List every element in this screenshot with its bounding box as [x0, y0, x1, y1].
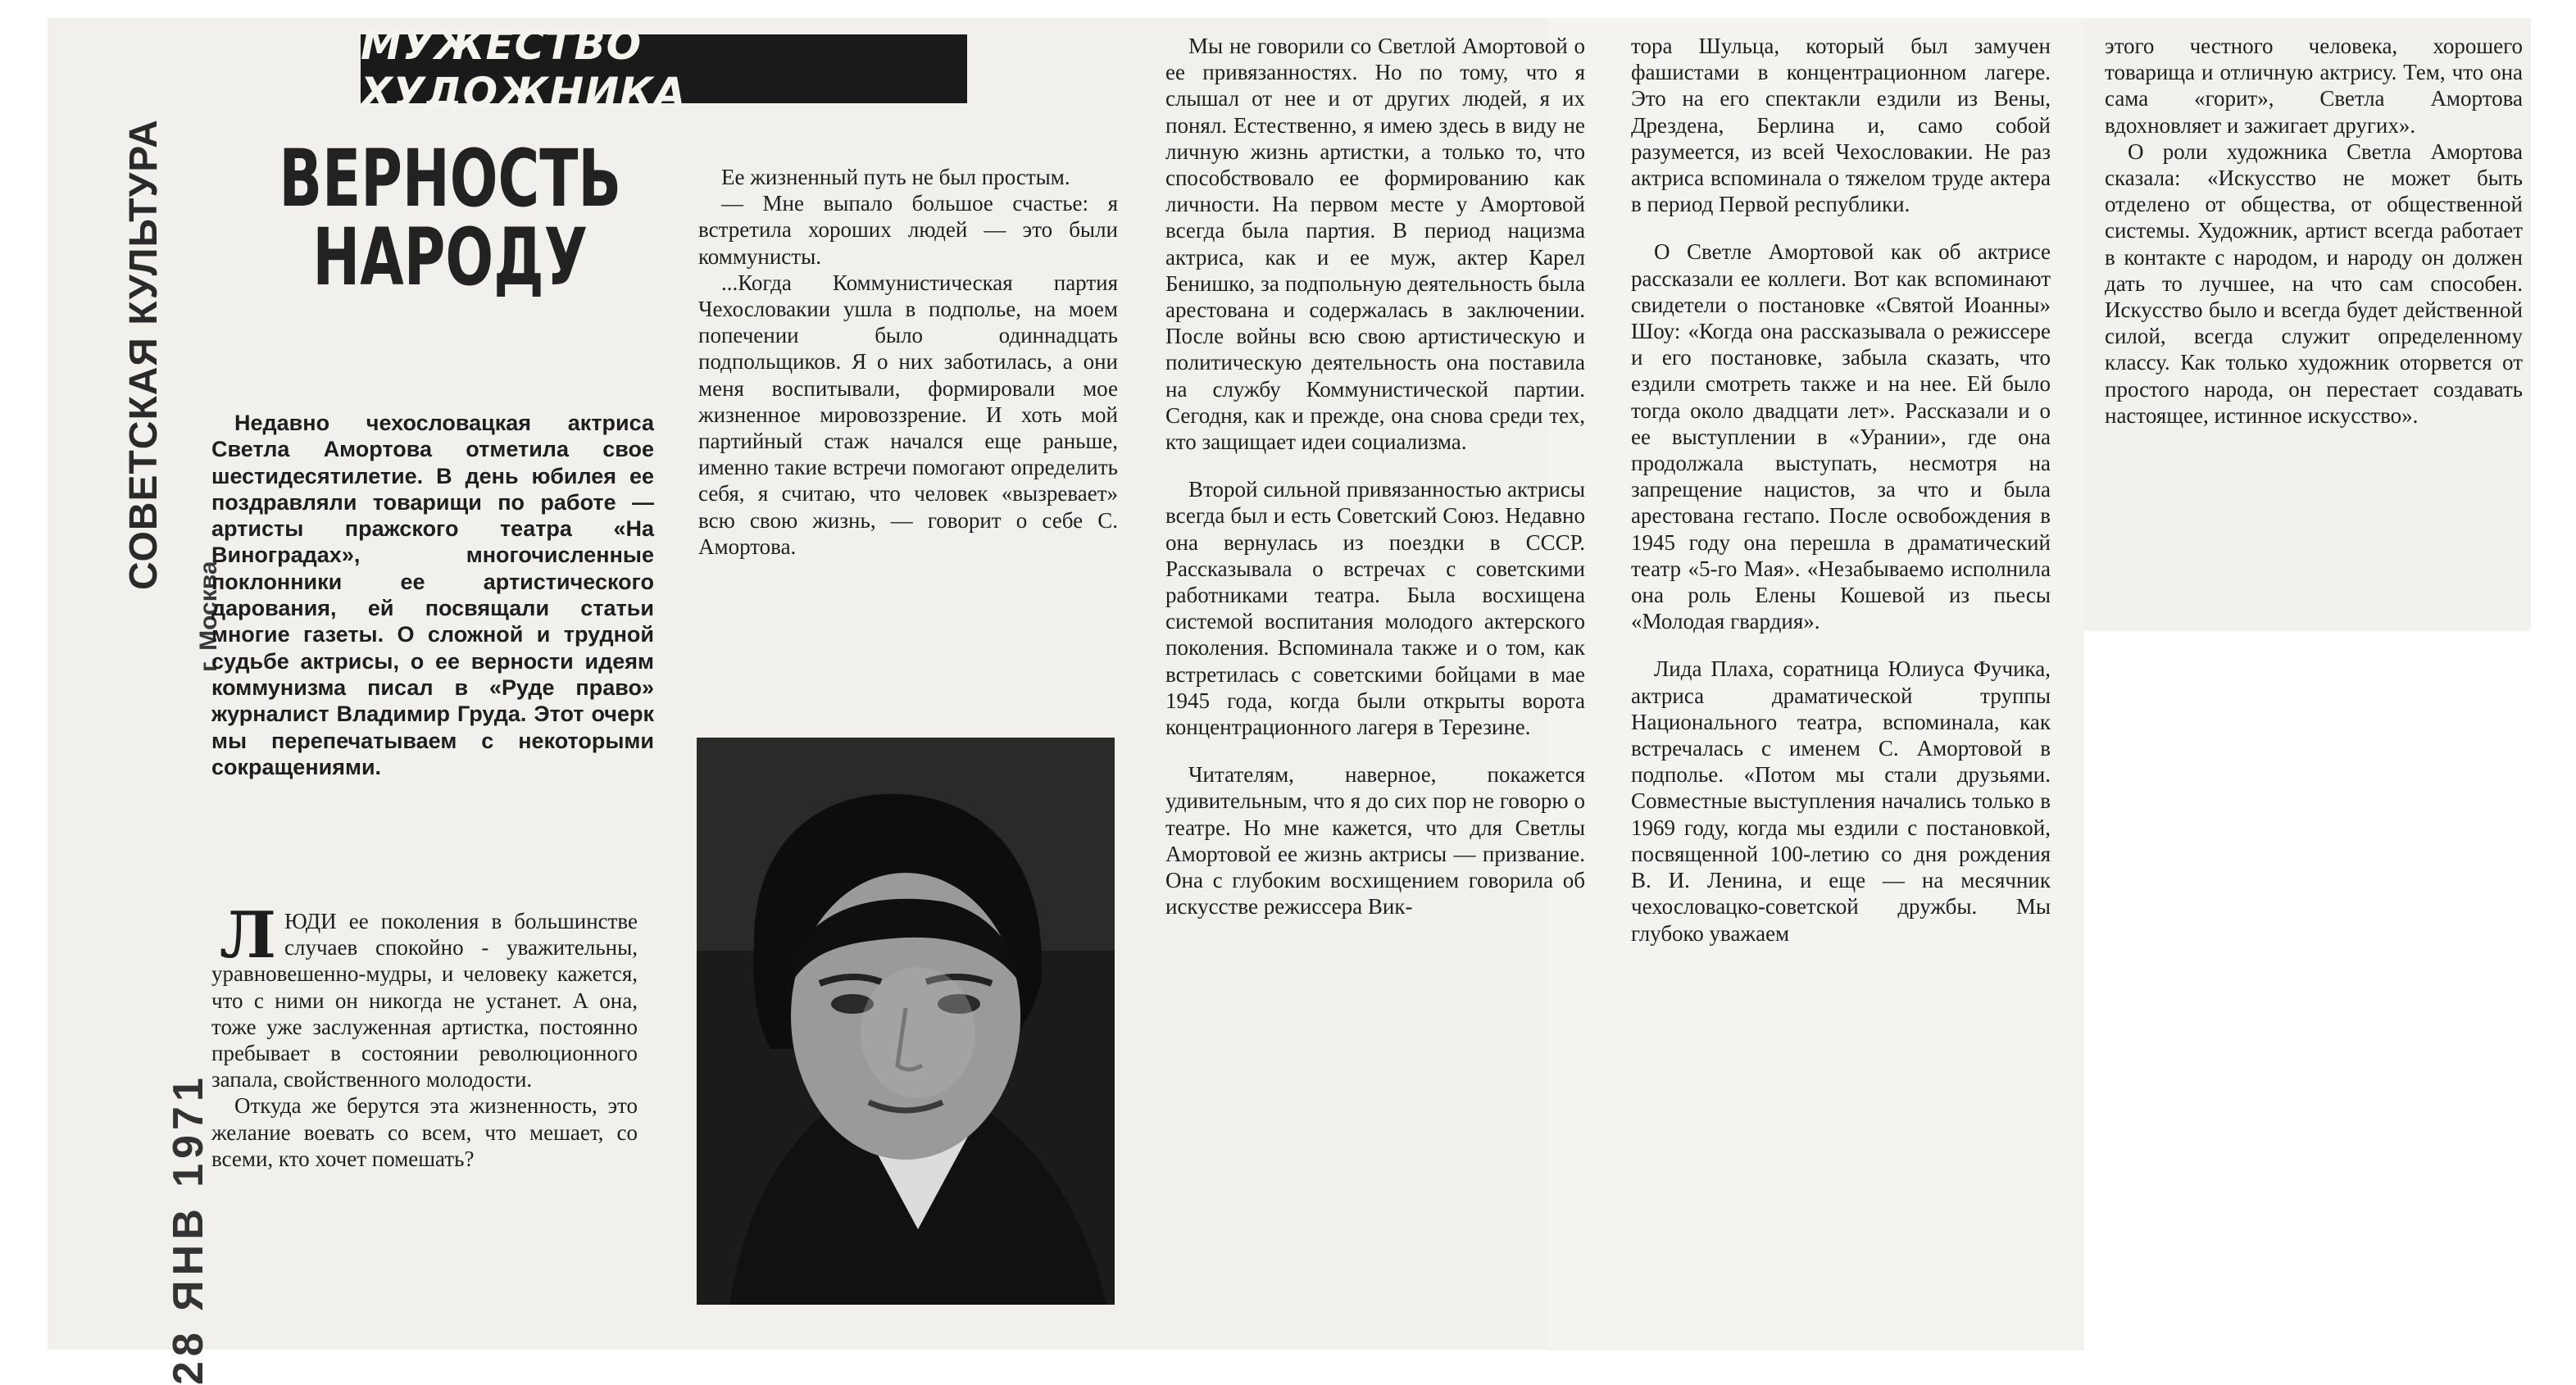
- column-2: [698, 164, 1118, 560]
- rubric-title: МУЖЕСТВО ХУДОЖНИКА: [361, 21, 687, 116]
- rubric-banner: [361, 21, 967, 116]
- column-4-para-3: Лида Плаха, соратница Юлиуса Фучика, актриса драматической труппы Национального театра, вспоминала, как встречалась с именем С. Амортовой в подполье. «Потом мы стали друзьями. Совместные выступления начались только в 1969 году, когда мы ездили с постановкой, посвященной 100-летию со дня рождения В. И. Ленина, и еще — на месячник чехословацко-советской дружбы. Мы глубоко уважаем: [1631, 656, 2051, 946]
- column-3-para-1: Мы не говорили со Светлой Амортовой о ее привязанностях. Но по тому, что я слышал от нее и от других людей, я их понял. Естественно, я имею здесь в виду не личную жизнь артистки, а только то, что способствовало ее формированию как личности. На первом месте у Амортовой всегда была партия. В период нацизма актриса, как и ее муж, актер Карел Бенишко, за подпольную деятельность была арестована и содержалась в заключении. После войны всю свою артистическую и политическую деятельность она поставила на службу Коммунистической партии. Сегодня, как и прежде, она снова среди тех, кто защищает идеи социализма.: [1165, 34, 1585, 455]
- actress-portrait-photo: [697, 738, 1115, 1305]
- column-4-para-1: тора Шульца, который был замучен фашистами в концентрационном лагере. Это на его спектакли ездили из Вены, Дрездена, Берлина и, само собой разумеется, из всей Чехословакии. Не раз актриса вспоминала о тяжелом труде актера в период Первой республики.: [1631, 34, 2051, 217]
- column-4: [1631, 33, 2051, 947]
- column-1-para-1: [211, 898, 638, 1092]
- lead-paragraph: Недавно чехословацкая актриса Светла Амортова отметила свое шестидесятилетие. В день юбилея ее поздравляли товарищи по работе — артисты пражского театра «На Виноградах», многочисленные поклонники ее артистического дарования, ей посвящали статьи многие газеты. О сложной и трудной судьбе актрисы, о ее верности идеям коммунизма писал в «Руде право» журналист Владимир Груда. Этот очерк мы перепечатываем с некоторыми сокращениями.: [211, 411, 654, 779]
- drop-cap: Л: [220, 898, 276, 973]
- headline-line-2: НАРОДУ: [312, 211, 588, 303]
- column-5: [2105, 33, 2523, 429]
- newspaper-name: СОВЕТСКАЯ КУЛЬТУРА: [122, 119, 166, 590]
- column-1: [211, 898, 638, 1172]
- column-1-para-2: Откуда же берутся эта жизненность, это желание воевать со всем, что мешает, со всеми, кто хочет помешать?: [211, 1093, 638, 1171]
- column-4-para-2: О Светле Амортовой как об актрисе рассказали ее коллеги. Вот как вспоминают свидетели о постановке «Святой Иоанны» Шоу: «Когда она рассказывала о режиссере и его постановке, забыла сказать, что ездили смотреть также и на нее. Ей было тогда около двадцати лет». Рассказали и о ее выступлении в «Урании», где она продолжала выступать, несмотря на запрещение нацистов, за что и была арестована гестапо. После освобождения в 1945 году она перешла в драматический театр «5-го Мая». «Незабываемо исполнила она роль Елены Кошевой из пьесы «Молодая гвардия».: [1631, 239, 2051, 634]
- newspaper-city: г. Москва: [195, 561, 222, 672]
- column-5-para-2: О роли художника Светла Амортова сказала: «Искусство не может быть отделено от общества, от общественной системы. Художник, артист всегда работает в контакте с народом, и народу он должен дать то лучшее, на что сам способен. Искусство было и всегда будет действенной силой, всегда служит определенному классу. Как только художник оторвется от простого народа, он перестает создавать настоящее, истинное искусство».: [2105, 138, 2523, 428]
- column-3: [1165, 33, 1585, 920]
- archive-stamp: [82, 119, 222, 1385]
- headline: [238, 133, 622, 303]
- column-2-para-3: ...Когда Коммунистическая партия Чехословакии ушла в подполье, на моем попечении было одиннадцать подпольщиков. Я о них заботилась, а они меня воспитывали, формировали мое жизненное мировоззрение. И хоть мой партийный стаж начался еще раньше, именно такие встречи помогают определить себя, я считаю, что человек «вызревает» всю свою жизнь, — говорит о себе С. Амортова.: [698, 270, 1118, 559]
- column-2-para-1: Ее жизненный путь не был простым.: [721, 165, 1070, 189]
- date-stamp: 28 ЯНВ 1971: [165, 1073, 212, 1385]
- column-3-para-3: Читателям, наверное, покажется удивительным, что я до сих пор не говорю о театре. Но мне кажется, что для Светлы Амортовой ее жизнь актрисы — призвание. Она с глубоким восхищением говорила об искусстве режиссера Вик-: [1165, 762, 1585, 920]
- headline-line-1: ВЕРНОСТЬ: [279, 133, 622, 225]
- column-3-para-2: Второй сильной привязанностью актрисы всегда был и есть Советский Союз. Недавно она вернулась из поездки в СССР. Рассказывала о встречах с советскими работниками театра. Была восхищена системой воспитания молодого актерского поколения. Вспоминала также и о том, как встретилась с советскими бойцами в мае 1945 года, когда были открыты ворота концентрационного лагеря в Терезине.: [1165, 477, 1585, 740]
- column-2-para-2: — Мне выпало большое счастье: я встретила хороших людей — это были коммунисты.: [698, 191, 1118, 269]
- column-5-para-1: этого честного человека, хорошего товарища и отличную актрису. Тем, что она сама «горит», Светла Амортова вдохновляет и зажигает других».: [2105, 34, 2523, 138]
- column-1-para-1-text: ЮДИ ее поколения в большинстве случаев спокойно - уважительны, уравновешенно-мудры, и человеку кажется, что с ними он никогда не устанет. А она, тоже уже заслуженная артистка, постоянно пребывает в состоянии революционного запала, свойственного молодости.: [211, 909, 638, 1092]
